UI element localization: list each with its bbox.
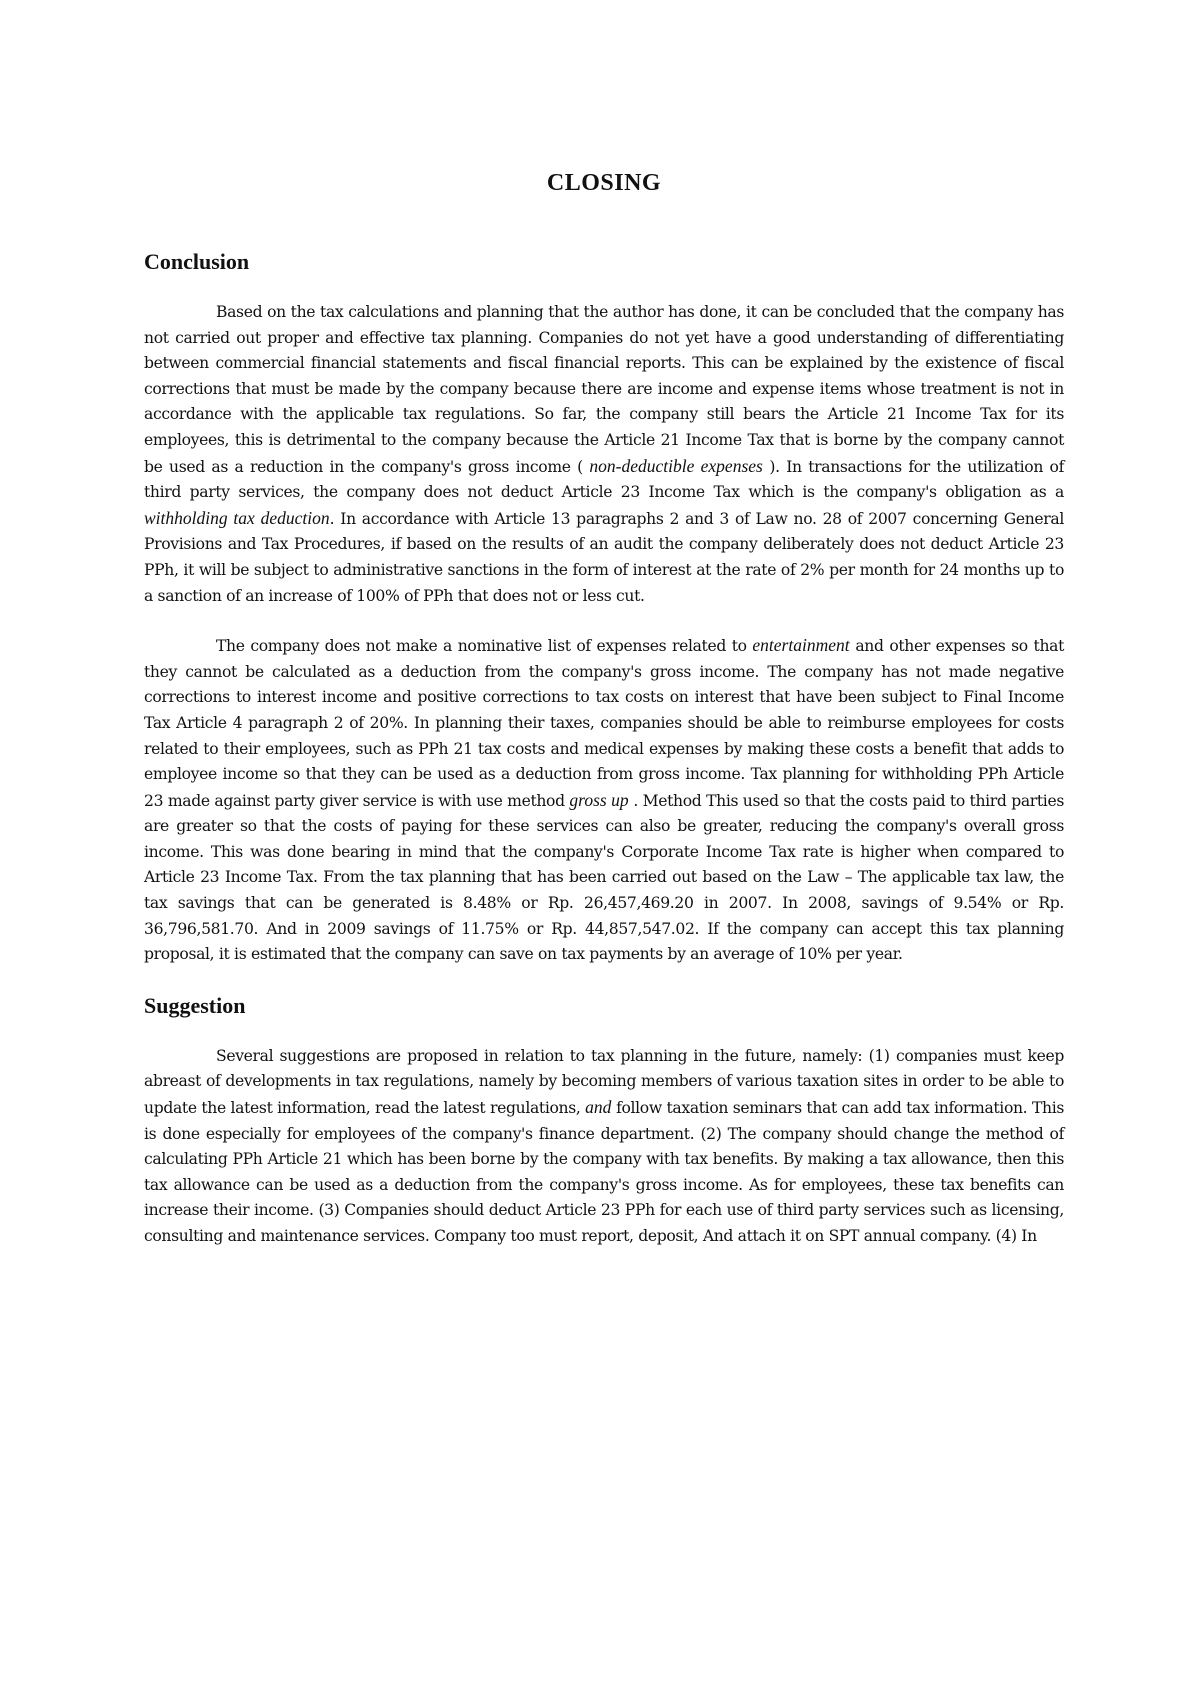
- conclusion-heading: Conclusion: [144, 249, 250, 274]
- conclusion-paragraph-2: [144, 633, 1064, 968]
- italic-term: entertainment: [752, 635, 850, 656]
- conclusion-section: [144, 248, 1064, 968]
- suggestion-paragraph-1: [144, 1044, 1064, 1250]
- text-run: ). In transactions for the utilization of third party services, the company does not deduct Article 23 Income Tax which is the company's obligation as a: [144, 457, 1064, 502]
- text-run: . In accordance with Article 13 paragraphs 2 and 3 of Law no. 28 of 2007 concerning General Provisions and Tax Procedures, if based on the results of an audit the company deliberately does not deduct Article 23 PPh, it will be subject to administrative sanctions in the form of interest at the rate of 2% per month for 24 months up to a sanction of an increase of 100% of PPh that does not or less cut.: [144, 509, 1064, 605]
- suggestion-heading: Suggestion: [144, 992, 246, 1018]
- text-run: and other expenses so that they cannot be calculated as a deduction from the company's gross income. The company has not made negative corrections to interest income and positive corrections to tax costs on interest that have been subject to Final Income Tax Article 4 paragraph 2 of 20%. In planning their taxes, companies should be able to reimburse employees for costs related to their employees, such as PPh 21 tax costs and medical expenses by making these costs a benefit that adds to employee income so that they can be used as a deduction from gross income. Tax planning for withholding PPh Article 23 made against party giver service is with use method: [144, 637, 1065, 810]
- italic-term: and: [585, 1097, 612, 1118]
- suggestion-section: [144, 992, 1064, 1250]
- text-run: The company does not make a nominative list of expenses related to: [216, 637, 753, 656]
- text-run: Several suggestions are proposed in relation to tax planning in the future, namely: (1) companies must keep abreast of developments in tax regulations, namely by becoming members of various taxation sites in order to be able to update the latest information, read the latest regulations,: [144, 1046, 1064, 1118]
- document-page: [144, 168, 1064, 1274]
- text-run: Based on the tax calculations and planning that the author has done, it can be concluded that the company has not carried out proper and effective tax planning. Companies do not yet have a good understanding of differentiating between commercial financial statements and fiscal financial reports. This can be explained by the existence of fiscal corrections that must be made by the company because there are income and expense items whose treatment is not in accordance with the applicable tax regulations. So far, the company still bears the Article 21 Income Tax for its employees, this is detrimental to the company because the Article 21 Income Tax that is borne by the company cannot be used as a reduction in the company's gross income (: [144, 303, 1064, 476]
- chapter-title: CLOSING: [546, 170, 662, 196]
- text-run: . Method This used so that the costs paid to third parties are greater so that the costs of paying for these services can also be greater, reducing the company's overall gross income. This was done bearing in mind that the company's Corporate Income Tax rate is higher when compared to Article 23 Income Tax. From the tax planning that has been carried out based on the Law – The applicable tax law, the tax savings that can be generated is 8.48% or Rp. 26,457,469.20 in 2007. In 2008, savings of 9.54% or Rp. 36,796,581.70. And in 2009 savings of 11.75% or Rp. 44,857,547.02. If the company can accept this tax planning proposal, it is estimated that the company can save on tax payments by an average of 10% per year.: [144, 791, 1064, 964]
- italic-term: withholding tax deduction: [144, 507, 330, 528]
- italic-term: gross up: [569, 789, 629, 810]
- italic-term: non-deductible expenses: [589, 455, 763, 476]
- conclusion-paragraph-1: [144, 300, 1064, 609]
- text-run: follow taxation seminars that can add tax information. This is done especially for employees of the company's finance department. (2) The company should change the method of calculating PPh Article 21 which has been borne by the company with tax benefits. By making a tax allowance, then this tax allowance can be used as a deduction from the company's gross income. As for employees, these tax benefits can increase their income. (3) Companies should deduct Article 23 PPh for each use of third party services such as licensing, consulting and maintenance services. Company too must report, deposit, And attach it on SPT annual company. (4) In: [144, 1099, 1064, 1245]
